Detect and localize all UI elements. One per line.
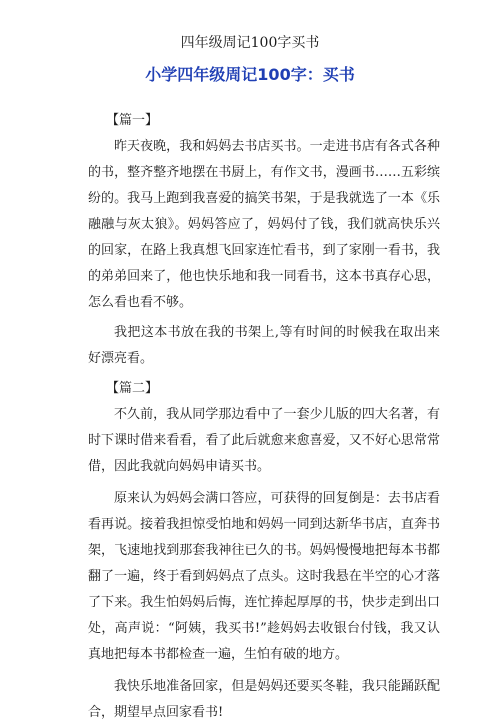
- section-label-1: 【篇一】: [106, 113, 159, 128]
- main-heading: 小学四年级周记100字：买书: [145, 65, 355, 84]
- document-body: [88, 108, 440, 726]
- section-label-2: 【篇二】: [106, 381, 159, 396]
- paragraph: 原来认为妈妈会满口答应，可获得的回复倒是：去书店看看再说。接着我担惊受怕地和妈妈一同到达新华书店，直奔书架，飞速地找到那套我神往已久的书。妈妈慢慢地把每本书都翻了一遍，终于看到妈妈点了点头。这时我悬在半空的心才落了下来。我生怕妈妈后悔，连忙捧起厚厚的书，快步走到出口处，高声说：“阿姨，我买书!”趁妈妈去收银台付钱，我又认真地把每本书都检查一遍，生怕有破的地方。: [88, 491, 440, 662]
- paragraph: 昨天夜晚，我和妈妈去书店买书。一走进书店有各式各种的书，整齐整齐地摆在书厨上，有作文书，漫画书……五彩缤纷的。我马上跑到我喜爱的搞笑书架，于是我就选了一本《乐融融与灰太狼》。妈妈答应了，妈妈付了钱，我们就高快乐兴的回家，在路上我真想飞回家连忙看书，到了家刚一看书，我的弟弟回来了，他也快乐地和我一同看书，这本书真存心思，怎么看也看不够。: [88, 139, 440, 310]
- document-title: 四年级周记100字买书: [180, 35, 320, 51]
- paragraph: 我快乐地准备回家，但是妈妈还要买冬鞋，我只能踊跃配合，期望早点回家看书!: [88, 679, 440, 720]
- paragraph: 不久前，我从同学那边看中了一套少儿版的四大名著，有时下课时借来看看，看了此后就愈来愈喜爱，又不好心思常常借，因此我就向妈妈申请买书。: [88, 407, 440, 474]
- paragraph: 我把这本书放在我的书架上,等有时间的时候我在取出来好漂亮看。: [88, 325, 440, 366]
